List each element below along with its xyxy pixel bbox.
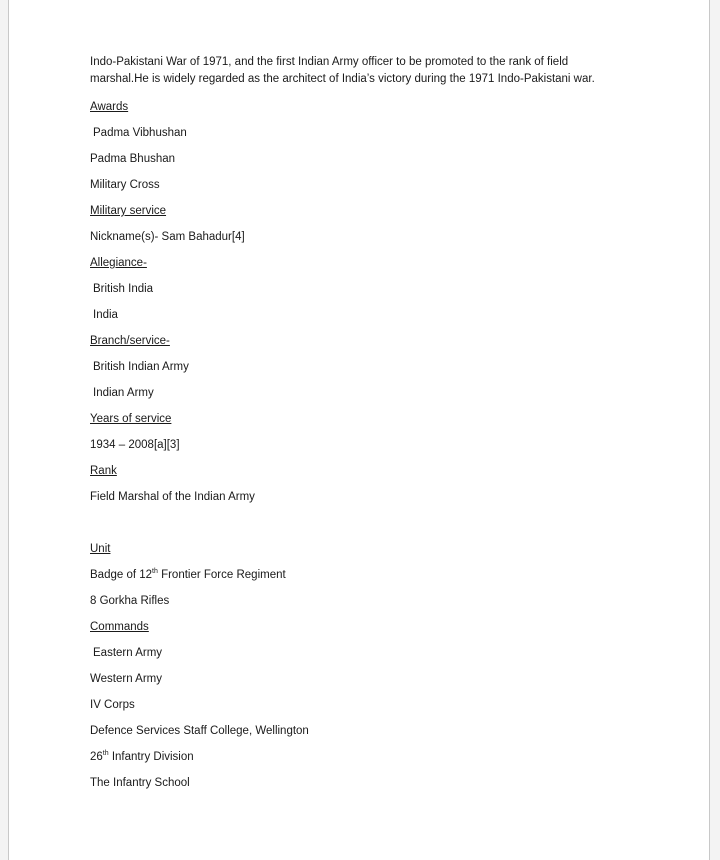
unit-heading: Unit: [90, 543, 111, 555]
unit-item-text: Frontier Force Regiment: [157, 569, 286, 581]
award-item: Padma Vibhushan: [93, 127, 187, 139]
award-item: Padma Bhushan: [90, 153, 176, 165]
document-page: [8, 0, 710, 860]
unit-item: 8 Gorkha Rifles: [90, 595, 170, 607]
document-body: [90, 54, 630, 796]
years-heading: Years of service: [90, 413, 172, 425]
command-item: Eastern Army: [93, 647, 163, 659]
branch-item: Indian Army: [93, 387, 154, 399]
award-item: Military Cross: [90, 179, 160, 191]
rank-value: Field Marshal of the Indian Army: [90, 491, 255, 503]
military-service-heading: Military service: [90, 205, 167, 217]
command-item-text: Infantry Division: [108, 751, 194, 763]
unit-item-text: Badge of 12: [90, 569, 153, 581]
intro-paragraph: Indo-Pakistani War of 1971, and the first Indian Army officer to be promoted to the rank of field marshal.He is widely regarded as the architect of India’s victory during the 1971 Indo-Pakistani war.: [90, 56, 595, 85]
allegiance-heading: Allegiance-: [90, 257, 147, 269]
nickname-line: Nickname(s)- Sam Bahadur[4]: [90, 231, 245, 243]
command-item-text: 26: [90, 751, 103, 763]
command-item: Defence Services Staff College, Wellington: [90, 725, 309, 737]
allegiance-item: British India: [93, 283, 154, 295]
command-item: Western Army: [90, 673, 162, 685]
years-value: 1934 – 2008[a][3]: [90, 439, 180, 451]
unit-item: [90, 562, 630, 588]
commands-heading: Commands: [90, 621, 149, 633]
allegiance-item: India: [93, 309, 118, 321]
branch-item: British Indian Army: [93, 361, 189, 373]
command-item: The Infantry School: [90, 777, 190, 789]
command-item: [90, 744, 630, 770]
ordinal-suffix: th: [102, 750, 109, 758]
awards-heading: Awards: [90, 101, 129, 113]
ordinal-suffix: th: [152, 568, 158, 576]
rank-heading: Rank: [90, 465, 117, 477]
blank-line: [90, 510, 630, 536]
command-item: IV Corps: [90, 699, 135, 711]
branch-heading: Branch/service-: [90, 335, 170, 347]
